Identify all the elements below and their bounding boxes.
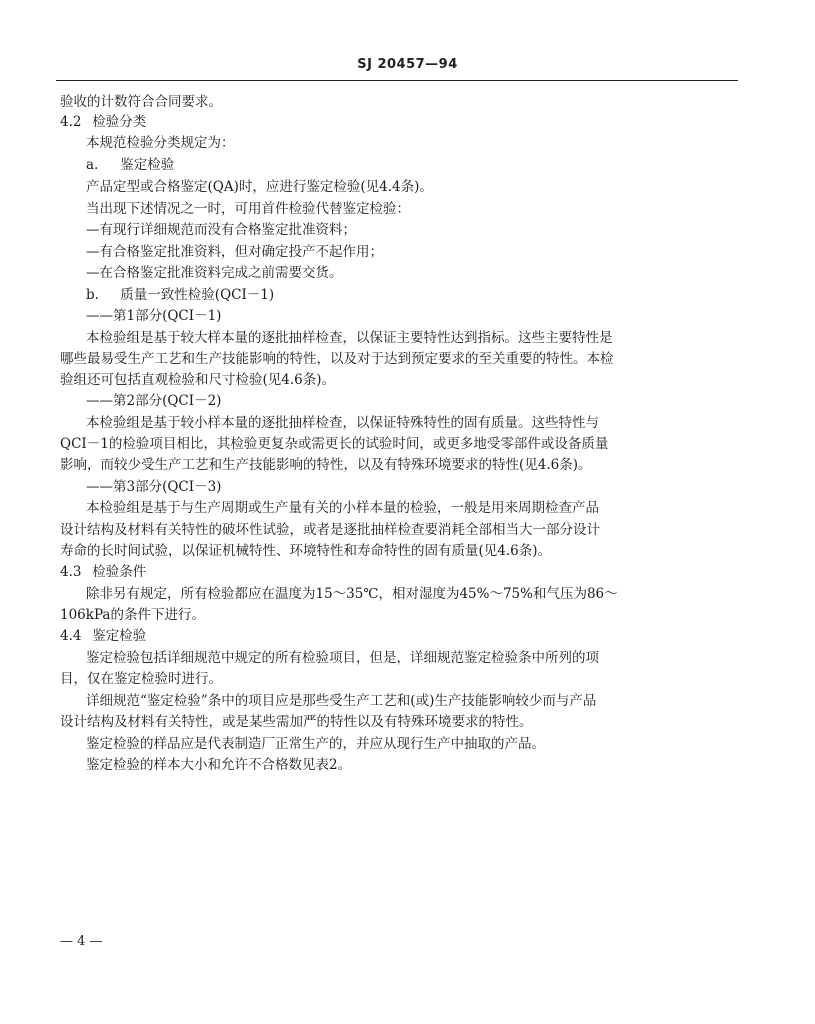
section-number: 4.2 xyxy=(60,114,82,130)
item-a-text-2: 当出现下述情况之一时，可用首件检验代替鉴定检验： xyxy=(86,201,410,217)
part-1-line-2: 哪些最易受生产工艺和生产技能影响的特性，以及对于达到预定要求的至关重要的特性。本检 xyxy=(60,351,614,367)
section-title: 检验条件 xyxy=(92,564,147,580)
part-3-heading: ——第3部分(QCI－3) xyxy=(86,479,222,495)
part-2-line-2: QCI－1的检验项目相比，其检验更复杂或需更长的试验时间，或更多地受零部件或设备质量 xyxy=(60,436,609,452)
section-4-3-line-2: 106kPa的条件下进行。 xyxy=(60,607,205,623)
section-4-4-line-3: 详细规范“鉴定检验”条中的项目应是那些受生产工艺和(或)生产技能影响较少而与产品 xyxy=(86,693,597,709)
item-a-heading xyxy=(86,156,174,175)
part-1-line-3: 验组还可包括直观检验和尺寸检验(见4.6条)。 xyxy=(60,372,336,388)
part-1-line-1: 本检验组是基于较大样本量的逐批抽样检查，以保证主要特性达到指标。这些主要特性是 xyxy=(86,330,613,346)
item-a-label: a. xyxy=(86,157,99,173)
section-number: 4.4 xyxy=(60,628,82,644)
part-2-line-3: 影响，而较少受生产工艺和生产技能影响的特性，以及有特殊环境要求的特性(见4.6条)。 xyxy=(60,457,592,473)
section-4-4-line-5: 鉴定检验的样品应是代表制造厂正常生产的，并应从现行生产中抽取的产品。 xyxy=(86,736,545,752)
section-4-4-heading xyxy=(60,627,146,646)
section-4-4-line-1: 鉴定检验包括详细规范中规定的所有检验项目，但是，详细规范鉴定检验条中所列的项 xyxy=(86,650,599,666)
item-b-heading xyxy=(86,286,274,305)
section-4-4-line-4: 设计结构及材料有关特性，或是某些需加严的特性以及有特殊环境要求的特性。 xyxy=(60,714,533,730)
section-4-2-intro: 本规范检验分类规定为： xyxy=(86,135,235,151)
paragraph-continuation: 验收的计数符合合同要求。 xyxy=(60,94,222,110)
section-4-2-heading xyxy=(60,113,146,132)
part-3-line-1: 本检验组是基于与生产周期或生产量有关的小样本量的检验，一般是用来周期检查产品 xyxy=(86,500,599,516)
item-a-dash-2: —有合格鉴定批准资料，但对确定投产不起作用； xyxy=(86,244,383,260)
header-divider xyxy=(56,80,738,81)
section-4-3-heading xyxy=(60,563,146,582)
section-4-4-line-6: 鉴定检验的样本大小和允许不合格数见表2。 xyxy=(86,757,352,773)
section-4-4-line-2: 目，仅在鉴定检验时进行。 xyxy=(60,671,222,687)
section-4-3-line-1: 除非另有规定，所有检验都应在温度为15～35℃，相对湿度为45%～75%和气压为86～ xyxy=(86,586,618,602)
item-b-label: b. xyxy=(86,287,99,303)
part-3-line-2: 设计结构及材料有关特性的破坏性试验，或者是逐批抽样检查要消耗全部相当大一部分设计 xyxy=(60,522,600,538)
item-a-text-1: 产品定型或合格鉴定(QA)时，应进行鉴定检验(见4.4条)。 xyxy=(86,179,433,195)
section-title: 鉴定检验 xyxy=(92,628,147,644)
item-a-dash-1: —有现行详细规范而没有合格鉴定批准资料； xyxy=(86,222,356,238)
page-number: — 4 — xyxy=(60,934,103,949)
item-a-dash-3: —在合格鉴定批准资料完成之前需要交货。 xyxy=(86,265,343,281)
part-1-heading: ——第1部分(QCI－1) xyxy=(86,308,222,324)
section-number: 4.3 xyxy=(60,564,82,580)
item-b-title: 质量一致性检验(QCI－1) xyxy=(120,287,275,303)
section-title: 检验分类 xyxy=(92,114,147,130)
standard-code-header: SJ 20457—94 xyxy=(357,57,458,72)
item-a-title: 鉴定检验 xyxy=(120,157,175,173)
part-2-heading: ——第2部分(QCI－2) xyxy=(86,393,222,409)
part-2-line-1: 本检验组是基于较小样本量的逐批抽样检查，以保证特殊特性的固有质量。这些特性与 xyxy=(86,415,599,431)
part-3-line-3: 寿命的长时间试验，以保证机械特性、环境特性和寿命特性的固有质量(见4.6条)。 xyxy=(60,543,552,559)
